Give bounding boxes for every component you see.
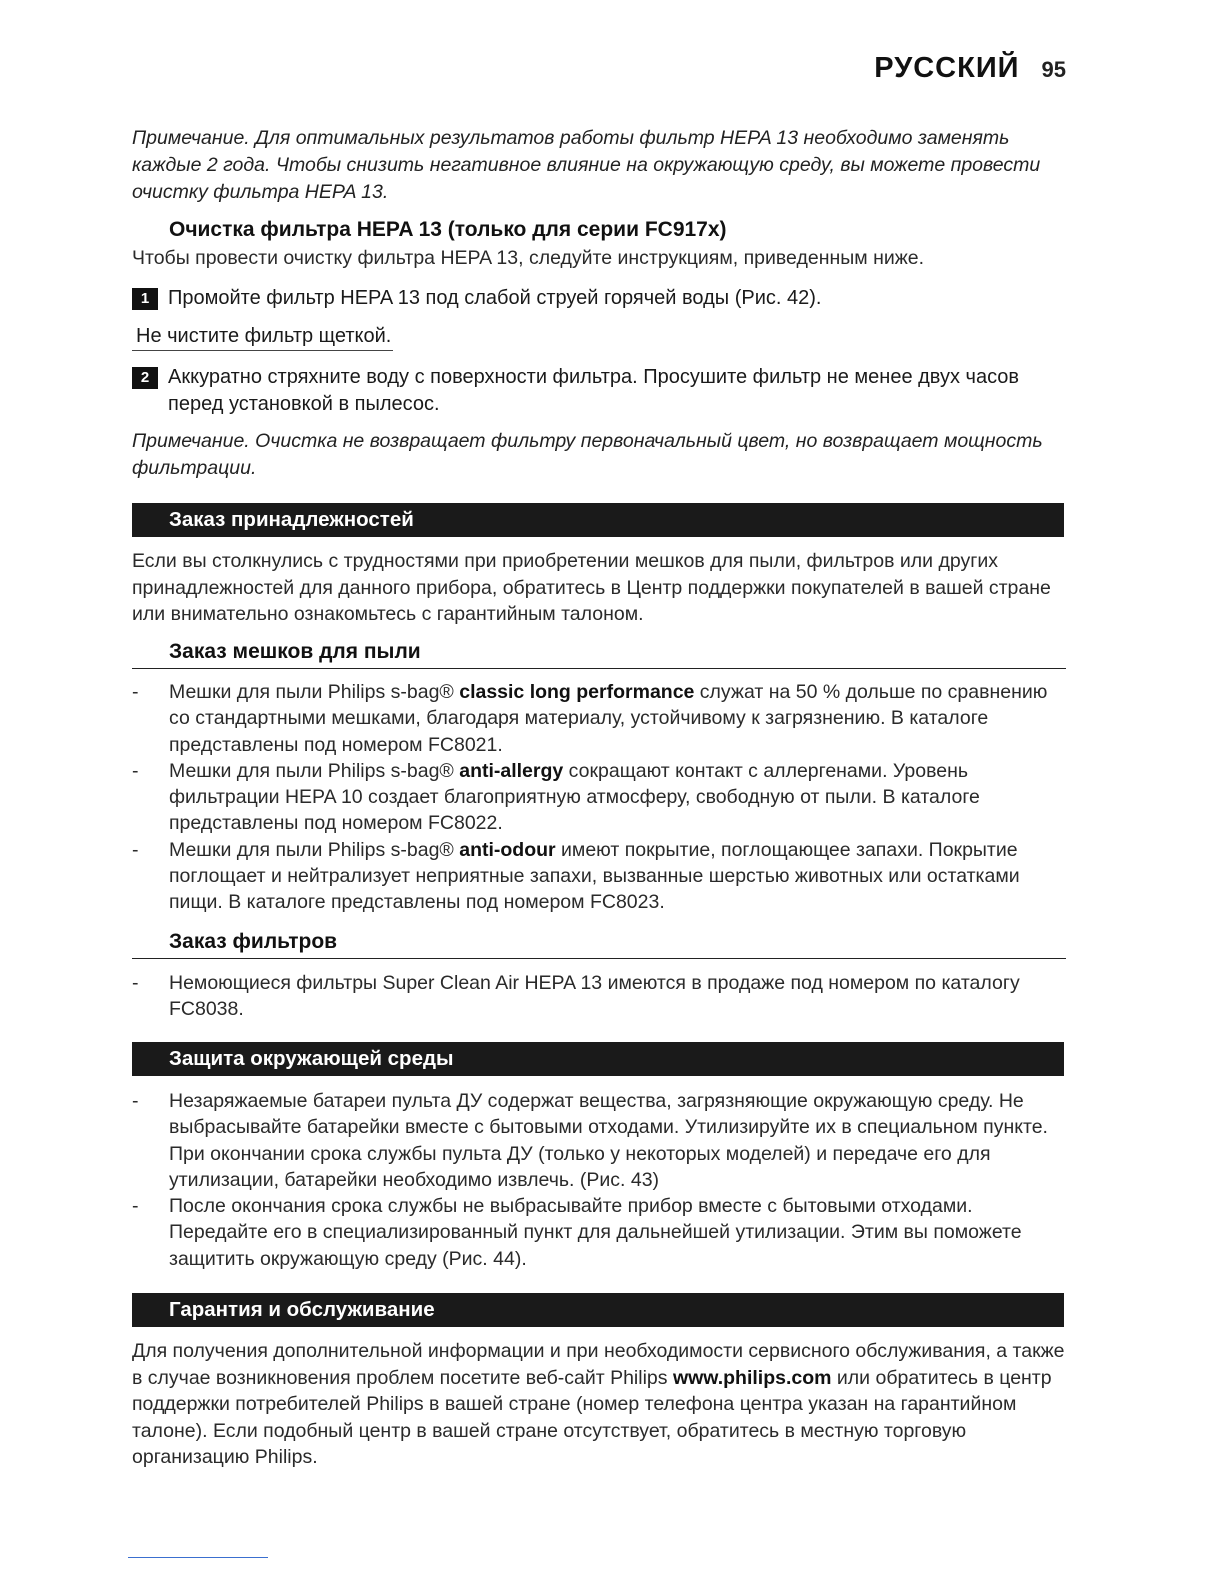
filters-heading: Заказ фильтров xyxy=(169,930,338,953)
product-name: anti-allergy xyxy=(459,759,564,782)
product-name: classic long performance xyxy=(459,681,695,703)
list-item: - Мешки для пыли Philips s-bag® classic long performance служат на 50 % дольше по сравнению со стандартными мешками, благодаря материалу, устойчивому к загрязнению. В каталоге представлены под номером FC8021. xyxy=(132,679,1072,758)
note-cleaning-color: Примечание. Очистка не возвращает фильтру первоначальный цвет, но возвращает мощность фильтрации. xyxy=(132,430,1043,479)
footer-rule xyxy=(128,1557,268,1558)
filters-heading-row xyxy=(132,930,1066,959)
list-item: - Немоющиеся фильтры Super Clean Air HEPA 13 имеются в продаже под номером по каталогу FC8038. xyxy=(132,970,1072,1023)
list-item: - Незаряжаемые батареи пульта ДУ содержат вещества, загрязняющие окружающую среду. Не выбрасывайте батарейки вместе с бытовыми отходами. Утилизируйте их в специальном пункте. При окончании срока службы пульта ДУ (только у некоторых моделей) и передаче его для утилизации, батарейки необходимо извлечь. (Рис. 43) xyxy=(132,1088,1072,1193)
list-item: - После окончания срока службы не выбрасывайте прибор вместе с бытовыми отходами. Передайте его в специализированный пункт для дальнейшей утилизации. Этим вы поможете защитить окружающую среду (Рис. 44). xyxy=(132,1193,1072,1272)
step-number-badge: 2 xyxy=(132,367,158,389)
language-label: РУССКИЙ xyxy=(874,52,1020,84)
step-1 xyxy=(132,285,1072,312)
section-bar-warranty: Гарантия и обслуживание xyxy=(132,1293,1064,1327)
page-number: 95 xyxy=(1041,57,1066,82)
cleaning-heading: Очистка фильтра HEPA 13 (только для серии FC917x) xyxy=(169,218,727,241)
bags-heading: Заказ мешков для пыли xyxy=(169,640,421,663)
step-2-text: Аккуратно стряхните воду с поверхности фильтра. Просушите фильтр не менее двух часов перед установкой в пылесос. xyxy=(168,366,1020,415)
warning-text: Не чистите фильтр щеткой. xyxy=(132,325,393,351)
step-1-text: Промойте фильтр HEPA 13 под слабой струей горячей воды (Рис. 42). xyxy=(168,287,822,309)
list-item: - Мешки для пыли Philips s-bag® anti-odour имеют покрытие, поглощающее запахи. Покрытие поглощает и нейтрализует неприятные запахи, вызванные шерстью животных или остатками пищи. В каталоге представлены под номером FC8023. xyxy=(132,837,1072,916)
accessories-text: Если вы столкнулись с трудностями при приобретении мешков для пыли, фильтров или других принадлежностей для данного прибора, обратитесь в Центр поддержки покупателей в вашей стране или внимательно ознакомьтесь с гарантийным талоном. xyxy=(132,550,1051,625)
step-2 xyxy=(132,364,1072,418)
page-header xyxy=(874,52,1066,85)
product-name: anti-odour xyxy=(459,838,556,861)
filters-list xyxy=(132,970,1072,1023)
step-number-badge: 1 xyxy=(132,288,158,310)
section-bar-accessories: Заказ принадлежностей xyxy=(132,503,1064,537)
environment-list xyxy=(132,1088,1072,1272)
note-replace-filter: Примечание. Для оптимальных результатов работы фильтр HEPA 13 необходимо заменять каждые 2 года. Чтобы снизить негативное влияние на окружающую среду, вы можете провести очистку фильтра HEPA 13. xyxy=(132,127,1041,203)
section-bar-environment: Защита окружающей среды xyxy=(132,1042,1064,1076)
philips-website-link[interactable]: www.philips.com xyxy=(672,1366,832,1389)
cleaning-intro: Чтобы провести очистку фильтра HEPA 13, следуйте инструкциям, приведенным ниже. xyxy=(132,247,925,269)
bags-list xyxy=(132,679,1072,916)
bags-heading-row xyxy=(132,640,1066,669)
warranty-text: Для получения дополнительной информации и при необходимости сервисного обслуживания, а также в случае возникновения проблем посетите веб-сайт Philips www.philips.com или обратитесь в центр поддержки потребителей Philips в вашей стране (номер телефона центра указан на гарантийном талоне). Если подобный центр в вашей стране отсутствует, обратитесь в местную торговую организацию Philips. xyxy=(132,1340,1065,1468)
list-item: - Мешки для пыли Philips s-bag® anti-allergy сокращают контакт с аллергенами. Уровень фильтрации HEPA 10 создает благоприятную атмосферу, свободную от пыли. В каталоге представлены под номером FC8022. xyxy=(132,758,1072,837)
